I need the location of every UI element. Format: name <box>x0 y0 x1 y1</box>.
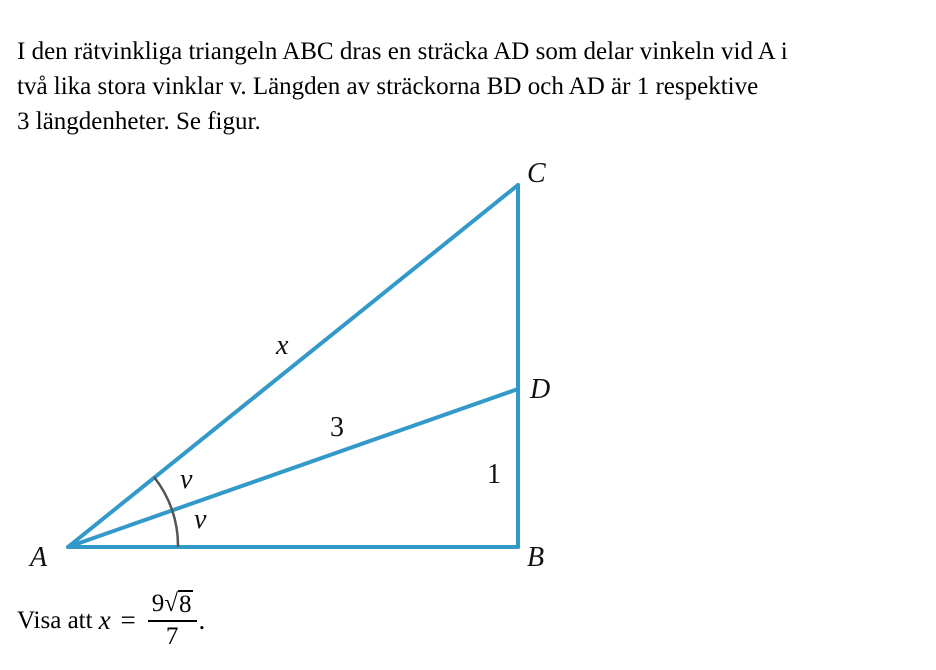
side-label-bd: 1 <box>487 459 501 490</box>
fraction-numerator <box>148 590 197 622</box>
side-ac <box>68 185 518 547</box>
angle-label-upper: v <box>180 464 193 495</box>
problem-line-1: I den rätvinkliga triangeln ABC dras en sträcka AD som delar vinkeln vid A i <box>17 38 788 65</box>
numerator-coefficient: 9 <box>151 590 165 617</box>
radical-sign: √ <box>164 590 179 617</box>
segment-ad <box>68 389 518 547</box>
fraction-denominator: 7 <box>165 623 179 650</box>
problem-line-2: två lika stora vinklar v. Längden av sträckorna BD och AD är 1 respektive <box>17 73 759 100</box>
vertex-label-c: C <box>527 158 546 189</box>
vertex-label-a: A <box>30 542 48 573</box>
vertex-label-d: D <box>530 374 551 405</box>
side-label-x: x <box>276 330 289 361</box>
angle-label-lower: v <box>194 504 207 535</box>
problem-line-3: 3 längdenheter. Se figur. <box>17 108 261 135</box>
conclusion-variable: x <box>98 605 111 635</box>
conclusion-text: Visa att <box>17 606 93 634</box>
equals-sign: = <box>120 605 136 635</box>
conclusion <box>17 590 205 651</box>
triangle-lines <box>68 185 518 547</box>
square-root <box>164 590 192 618</box>
radicand: 8 <box>179 591 192 618</box>
conclusion-period: . <box>198 605 206 635</box>
vertex-label-b: B <box>527 542 545 573</box>
side-label-ad: 3 <box>330 412 344 443</box>
fraction <box>148 590 197 651</box>
